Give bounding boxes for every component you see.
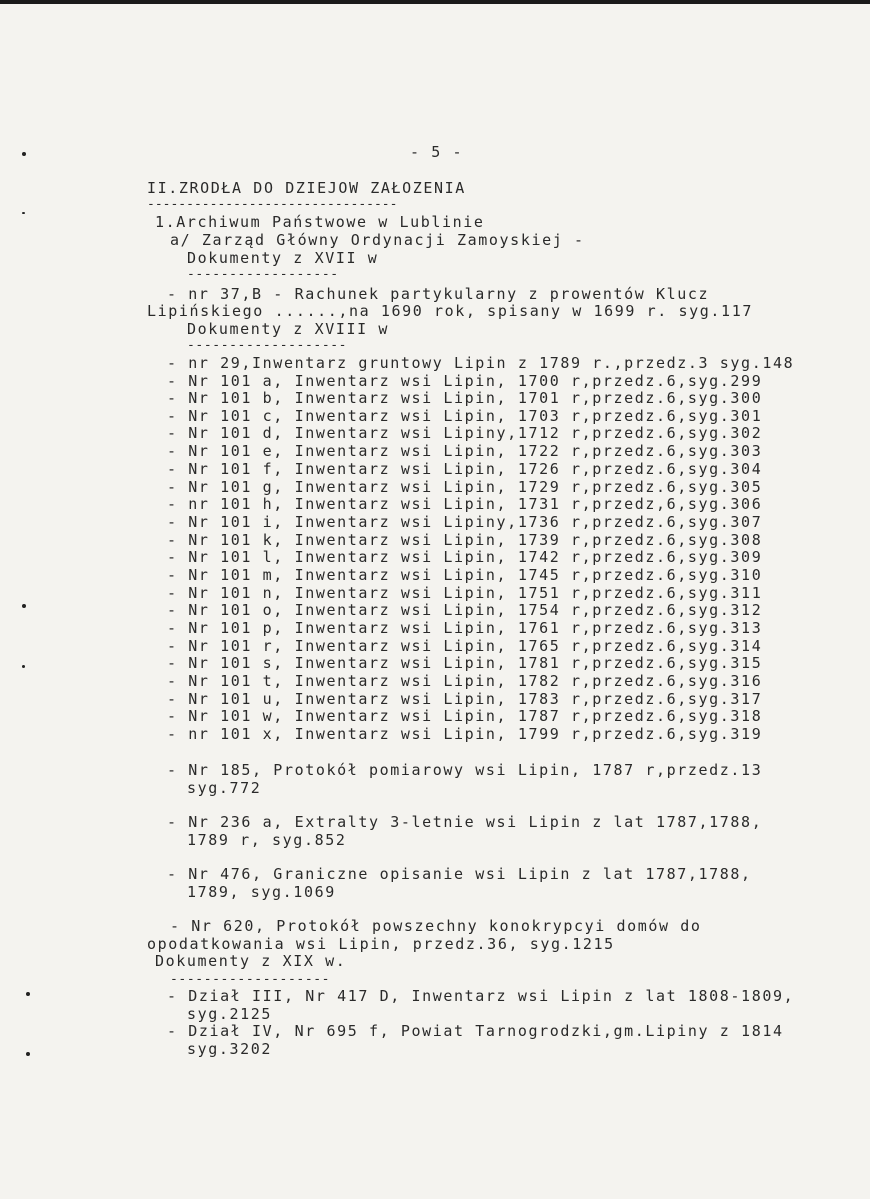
- entry-nr476-line2: 1789, syg.1069: [187, 883, 336, 901]
- entry-dzial3-line1: - Dział III, Nr 417 D, Inwentarz wsi Lipin z lat 1808-1809,: [167, 987, 795, 1005]
- entry-nr185-line1: - Nr 185, Protokół pomiarowy wsi Lipin, 1787 r,przedz.13: [167, 761, 763, 779]
- margin-mark: [22, 604, 26, 608]
- scan-top-edge: [0, 0, 870, 4]
- entry-nr620-line2: opodatkowania wsi Lipin, przedz.36, syg.1215: [147, 935, 615, 953]
- fond-title: a/ Zarząd Główny Ordynacji Zamoyskiej -: [170, 231, 585, 249]
- entry-dzial4-line1: - Dział IV, Nr 695 f, Powiat Tarnogrodzki,gm.Lipiny z 1814: [167, 1022, 784, 1040]
- list-item: - Nr 101 g, Inwentarz wsi Lipin, 1729 r,przedz.6,syg.305: [167, 478, 763, 496]
- list-item: - Nr 101 b, Inwentarz wsi Lipin, 1701 r,przedz.6,syg.300: [167, 389, 763, 407]
- section-underline: --------------------------------: [147, 197, 398, 212]
- entry-nr37-line1: - nr 37,B - Rachunek partykularny z prowentów Klucz: [167, 285, 710, 303]
- list-item: - Nr 101 n, Inwentarz wsi Lipin, 1751 r,przedz.6,syg.311: [167, 584, 763, 602]
- list-item: - nr 101 h, Inwentarz wsi Lipin, 1731 r,przedz,6,syg.306: [167, 495, 763, 513]
- list-item: - Nr 101 d, Inwentarz wsi Lipiny,1712 r,przedz.6,syg.302: [167, 424, 763, 442]
- list-item: - Nr 101 l, Inwentarz wsi Lipin, 1742 r,przedz.6,syg.309: [167, 548, 763, 566]
- list-item: - Nr 101 k, Inwentarz wsi Lipin, 1739 r,przedz.6,syg.308: [167, 531, 763, 549]
- margin-mark: [26, 1052, 30, 1056]
- docs-xviii-underline: -------------------: [187, 338, 348, 353]
- docs-xviii-heading: Dokumenty z XVIII w: [187, 320, 389, 338]
- list-item: - Nr 101 s, Inwentarz wsi Lipin, 1781 r,przedz.6,syg.315: [167, 654, 763, 672]
- docs-xvii-heading: Dokumenty z XVII w: [187, 249, 379, 267]
- list-item: - Nr 101 t, Inwentarz wsi Lipin, 1782 r,przedz.6,syg.316: [167, 672, 763, 690]
- entry-nr37-line2: Lipińskiego ......,na 1690 rok, spisany w 1699 r. syg.117: [147, 302, 753, 320]
- margin-mark: [26, 992, 30, 996]
- margin-mark: [22, 212, 25, 214]
- docs-xvii-underline: ------------------: [187, 267, 339, 282]
- docs-xix-heading: Dokumenty z XIX w.: [155, 952, 347, 970]
- entry-nr185-line2: syg.772: [187, 779, 262, 797]
- docs-xix-underline: -------------------: [170, 972, 331, 987]
- entry-nr236-line1: - Nr 236 a, Extralty 3-letnie wsi Lipin z lat 1787,1788,: [167, 813, 763, 831]
- entry-dzial4-line2: syg.3202: [187, 1040, 273, 1058]
- list-item: - Nr 101 m, Inwentarz wsi Lipin, 1745 r,przedz.6,syg.310: [167, 566, 763, 584]
- list-item: - Nr 101 a, Inwentarz wsi Lipin, 1700 r,przedz.6,syg.299: [167, 372, 763, 390]
- margin-mark: [22, 152, 26, 156]
- margin-mark: [22, 665, 25, 668]
- entry-nr476-line1: - Nr 476, Graniczne opisanie wsi Lipin z lat 1787,1788,: [167, 865, 752, 883]
- archive-title: 1.Archiwum Państwowe w Lublinie: [155, 213, 485, 231]
- entry-dzial3-line2: syg.2125: [187, 1005, 273, 1023]
- list-item: - Nr 101 w, Inwentarz wsi Lipin, 1787 r,przedz.6,syg.318: [167, 707, 763, 725]
- list-item: - Nr 101 p, Inwentarz wsi Lipin, 1761 r,przedz.6,syg.313: [167, 619, 763, 637]
- list-item: - Nr 101 i, Inwentarz wsi Lipiny,1736 r,przedz.6,syg.307: [167, 513, 763, 531]
- section-title: II.ZRODŁA DO DZIEJOW ZAŁOZENIA: [147, 179, 466, 197]
- list-item: - Nr 101 u, Inwentarz wsi Lipin, 1783 r,przedz.6,syg.317: [167, 690, 763, 708]
- list-item: - Nr 101 c, Inwentarz wsi Lipin, 1703 r,przedz.6,syg.301: [167, 407, 763, 425]
- page-number: - 5 -: [410, 143, 464, 161]
- list-item: - nr 29,Inwentarz gruntowy Lipin z 1789 r.,przedz.3 syg.148: [167, 354, 795, 372]
- list-item: - Nr 101 e, Inwentarz wsi Lipin, 1722 r,przedz.6,syg.303: [167, 442, 763, 460]
- entry-nr620-line1: - Nr 620, Protokół powszechny konokrypcyi domów do: [170, 917, 702, 935]
- list-item: - nr 101 x, Inwentarz wsi Lipin, 1799 r,przedz.6,syg.319: [167, 725, 763, 743]
- entry-nr236-line2: 1789 r, syg.852: [187, 831, 347, 849]
- list-item: - Nr 101 r, Inwentarz wsi Lipin, 1765 r,przedz.6,syg.314: [167, 637, 763, 655]
- list-item: - Nr 101 f, Inwentarz wsi Lipin, 1726 r,przedz.6,syg.304: [167, 460, 763, 478]
- list-item: - Nr 101 o, Inwentarz wsi Lipin, 1754 r,przedz.6,syg.312: [167, 601, 763, 619]
